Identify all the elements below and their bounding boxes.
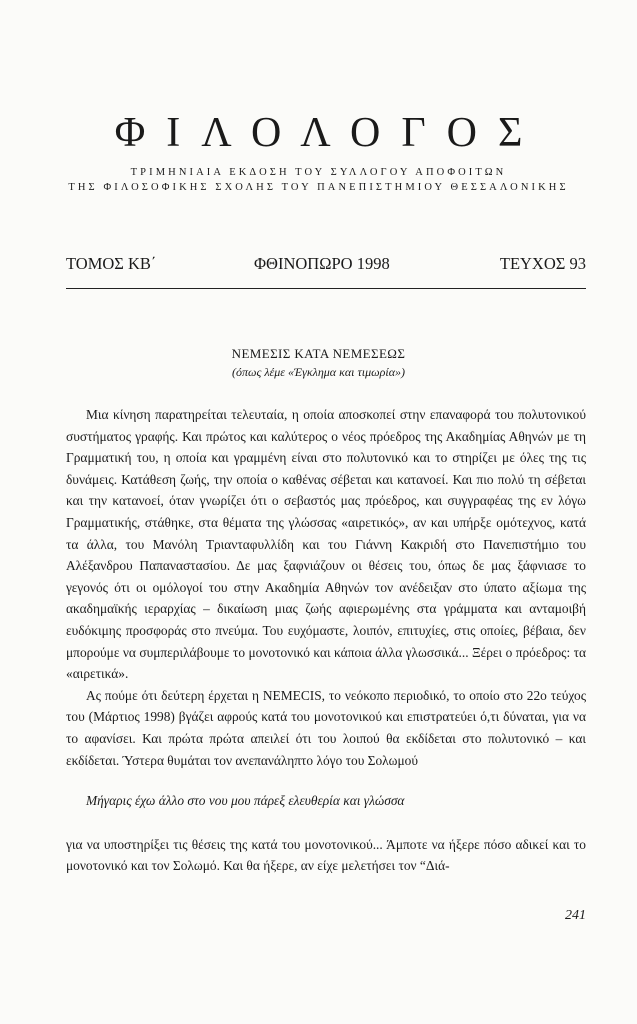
solomos-quote: Μήγαρις έχω άλλο στο νου μου πάρεξ ελευθερία και γλώσσα xyxy=(86,793,405,809)
season-year-label: ΦΘΙΝΟΠΩΡΟ 1998 xyxy=(254,254,390,273)
header-divider xyxy=(66,288,586,289)
paragraph-2: Ας πούμε ότι δεύτερη έρχεται η NEMECIS, το νεόκοπο περιοδικό, το οποίο στο 22ο τεύχος του (Μάρτιος 1998) βγάζει αφρούς κατά του μονοτονικού και επιστρατεύει ό,τι δύναται, για να το αφανίσει. Και πρώτα πρώτα απειλεί ότι του λοιπού θα εκδίδεται στο πολυτονικό – και εκδίδεται. Ύστερα θυμάται τον ανεπανάληπτο λόγο του Σολωμού xyxy=(66,687,586,768)
article-body xyxy=(66,404,586,877)
journal-title: ΦΙΛΟΛΟΓΟΣ xyxy=(114,110,544,156)
article-title: ΝΕΜΕΣΙΣ ΚΑΤΑ ΝΕΜΕΣΕΩΣ xyxy=(231,346,406,361)
journal-subtitle-line2: ΤΗΣ ΦΙΛΟΣΟΦΙΚΗΣ ΣΧΟΛΗΣ ΤΟΥ ΠΑΝΕΠΙΣΤΗΜΙΟΥ ΘΕΣΣΑΛΟΝΙΚΗΣ xyxy=(68,182,569,193)
page-number: 241 xyxy=(565,908,586,923)
issue-number-label: ΤΕΥΧΟΣ 93 xyxy=(499,254,586,273)
article-subtitle: (όπως λέμε «Έγκλημα και τιμωρία») xyxy=(231,365,406,379)
journal-subtitle-line1: ΤΡΙΜΗΝΙΑΙΑ ΕΚΔΟΣΗ ΤΟΥ ΣΥΛΛΟΓΟΥ ΑΠΟΦΟΙΤΩΝ xyxy=(130,167,507,178)
paragraph-3: για να υποστηρίξει τις θέσεις της κατά του μονοτονικού... Άμποτε να ήξερε πόσο αδικεί και το μονοτονικό και τον Σολωμό. Και θα ήξερε, αν είχε μελετήσει τον “Διά- xyxy=(66,836,586,874)
volume-label: ΤΟΜΟΣ ΚΒ΄ xyxy=(66,254,157,273)
paragraph-1: Μια κίνηση παρατηρείται τελευταία, η οποία αποσκοπεί στην επαναφορά του πολυτονικού συστήματος γραφής. Και πρώτος και καλύτερος ο νέος πρόεδρος της Ακαδημίας Αθηνών με τη Γραμματική του, η οποία και γραμμένη είναι στο πολυτονικό και το στηρίζει με όλες της τις δυνάμεις. Κατάθεση ζωής, την οποία ο καθένας σέβεται και κατανοεί. Και πιο πολύ τη σέβεται και την κατανοεί, όταν γνωρίζει ότι ο σεβαστός μας πρόεδρος, και συγγραφέας της εν λόγω Γραμματικής, στάθηκε, στα θέματα της γλώσσας «αιρετικός», αν και υπήρξε ομότεχνος, κατά τα άλλα, του Μανόλη Τριανταφυλλίδη και του Γιάννη Κακριδή στο Πανεπιστήμιο του Αλέξανδρου Παπαναστασίου. Δε μας ξαφνιάζουν οι θέσεις του, όπως δε μας ξάφνιασε το γεγονός ότι οι ομόλογοί του στην Ακαδημία Αθηνών τον ανέδειξαν στο ύπατο αξίωμα της ακαδημαϊκής ιεραρχίας – δικαίωση μιας ζωής αφιερωμένης στα γράμματα και ανταμοιβή ευδόκιμης προσφοράς στο πνεύμα. Του ευχόμαστε, λοιπόν, επιτυχίες, στις οποίες, βέβαια, δεν μπορούμε να συμπεριλάβουμε το μονοτονικό και κάποια άλλα γλωσσικά... Ξέρει ο πρόεδρος: τα «αιρετικά». xyxy=(66,407,586,682)
